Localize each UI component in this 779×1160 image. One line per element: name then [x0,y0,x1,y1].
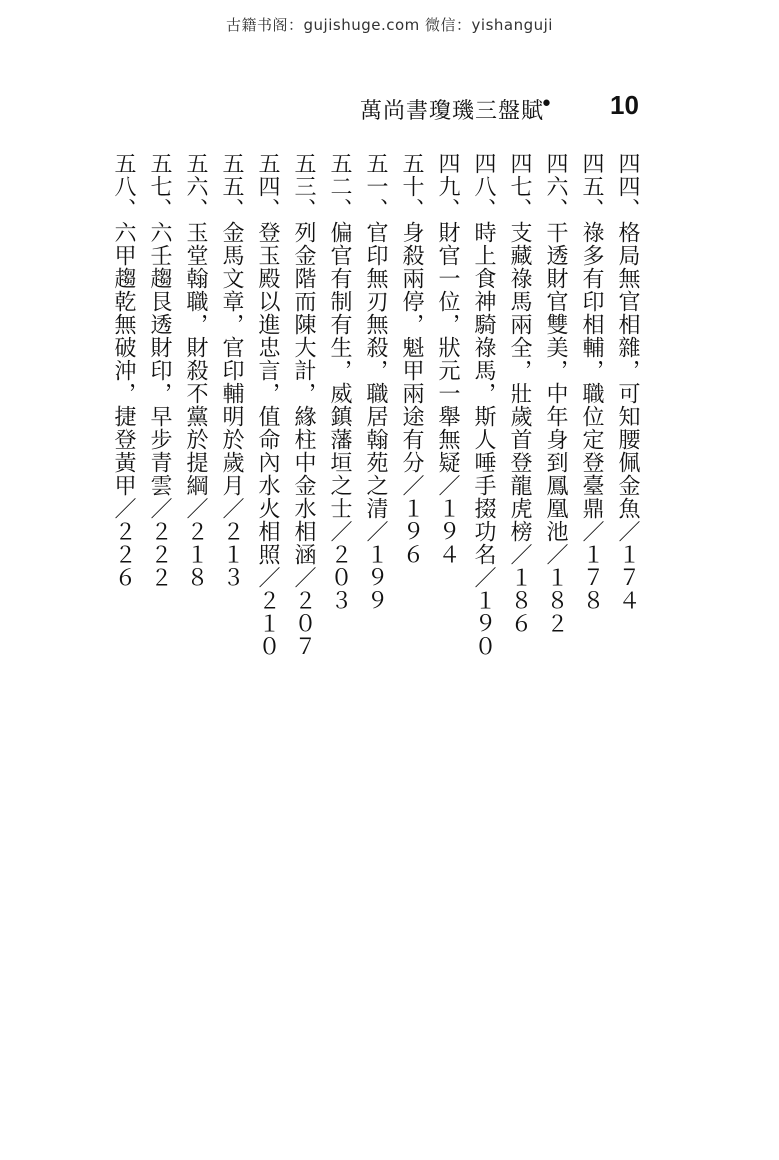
table-of-contents [100,152,645,712]
watermark-text: 古籍书阁：gujishuge.com 微信：yishanguji [226,16,553,34]
toc-entry-55: 五五、金馬文章，官印輔明於歲月／２１３ [219,152,244,589]
book-title: 萬尚書瓊璣三盤賦 [360,99,545,124]
toc-entry-44: 四四、格局無官相雜，可知腰佩金魚／１７４ [615,152,640,612]
toc-entry-51: 五一、官印無刃無殺，職居翰苑之清／１９９ [363,152,388,612]
toc-entry-54: 五四、登玉殿以進忠言，值命內水火相照／２１０ [255,152,280,658]
page-header [360,92,650,128]
toc-entry-52: 五二、偏官有制有生，威鎮藩垣之士／２０３ [327,152,352,612]
page-number: 10 [610,90,639,120]
toc-entry-50: 五十、身殺兩停，魁甲兩途有分／１９６ [399,152,424,566]
toc-entry-46: 四六、干透財官雙美，中年身到鳳凰池／１８２ [543,152,568,635]
toc-entry-47: 四七、支藏祿馬兩全，壯歲首登龍虎榜／１８６ [507,152,532,635]
bullet-separator: • [540,92,553,117]
toc-entry-45: 四五、祿多有印相輔，職位定登臺鼎／１７８ [579,152,604,612]
toc-entry-56: 五六、玉堂翰職，財殺不黨於提綱／２１８ [183,152,208,589]
toc-entry-53: 五三、列金階而陳大計，緣柱中金水相涵／２０７ [291,152,316,658]
toc-entry-48: 四八、時上食神騎祿馬，斯人唾手掇功名／１９０ [471,152,496,658]
toc-entry-49: 四九、財官一位，狀元一舉無疑／１９４ [435,152,460,566]
toc-entry-57: 五七、六壬趨艮透財印，早步青雲／２２２ [147,152,172,589]
toc-entry-58: 五八、六甲趨乾無破沖，捷登黃甲／２２６ [111,152,136,589]
